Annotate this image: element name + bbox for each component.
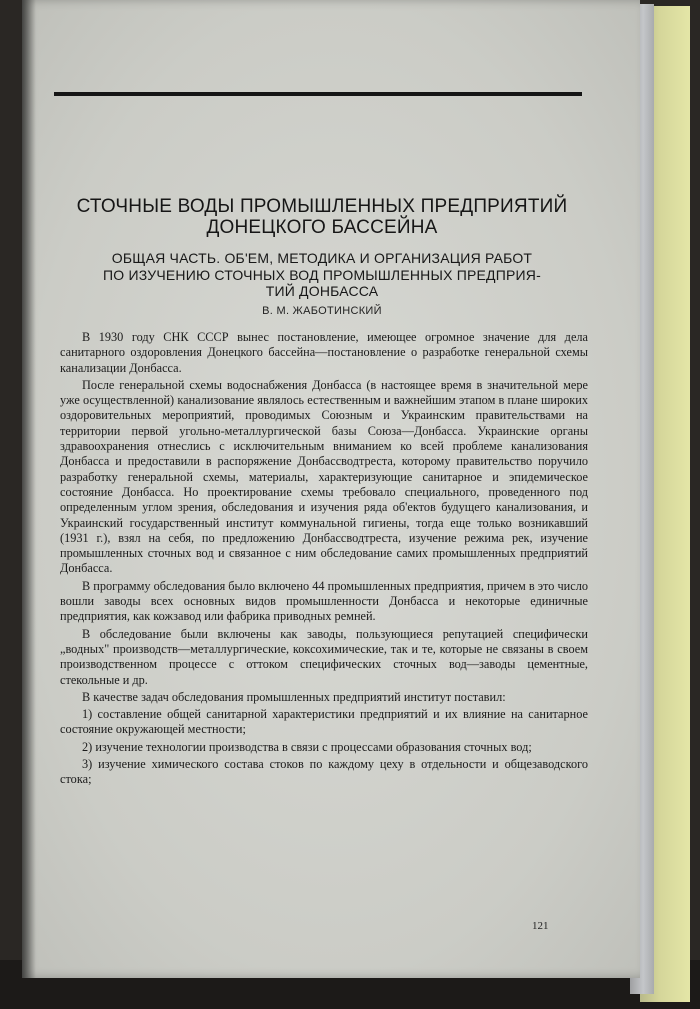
article-subtitle-line-2: ПО ИЗУЧЕНИЮ СТОЧНЫХ ВОД ПРОМЫШЛЕННЫХ ПРЕДПРИЯ- [103,267,541,283]
paragraph: В качестве задач обследования промышленных предприятий институт поставил: [82,689,506,704]
author-name: В. М. ЖАБОТИНСКИЙ [262,305,382,317]
spine-shadow [22,0,36,978]
list-item: 1) составление общей санитарной характеристики предприятий и их влияние на санитарное состояние окружающей местности; [60,707,588,737]
paragraph: В 1930 году СНК СССР вынес постановление, имеющее огромное значение для дела санитарного оздоровления Донецкого бассейна—постановление о разработке генеральной схемы канализации Донбасса. [60,330,588,375]
article-subtitle-line-1: ОБЩАЯ ЧАСТЬ. ОБ'ЕМ, МЕТОДИКА И ОРГАНИЗАЦИЯ РАБОТ [111,250,533,266]
book-page [22,0,640,978]
article-title-line-2: ДОНЕЦКОГО БАССЕЙНА [206,217,438,238]
header-rule [54,92,582,96]
list-item: 2) изучение технологии производства в связи с процессами образования сточных вод; [82,739,532,754]
list-item: 3) изучение химического состава стоков по каждому цеху в отдельности и общезаводского стока; [60,757,588,787]
paragraph: После генеральной схемы водоснабжения Донбасса (в настоящее время в значительной мере уже осуществленной) канализование являлось естественным и важнейшим этапом в плане широких оздоровительных мероприятий, проводимых Союзным и Украинским правительствами на территории первой угольно-металлургической базы Союза—Донбасса. Украинские органы здравоохранения отнеслись с исключительным вниманием ко всей проблеме канализования Донбасса и предоставили в распоряжение Донбассводтреста, которому правительство поручило разработку генеральной схемы, материалы, характеризующие санитарное и эпидемическое состояние Донбасса. Но проектирование схемы требовало специального, проведенного под определенным углом зрения, обследования и изучения ряда об'ектов будущего канализования, и Украинский государственный институт коммунальной гигиены, тогда еще только возникавший (1931 г.), взял на себя, по предложению Донбассводтреста, изучение режима рек, изучение промышленных сточных вод и связанное с ним обследование самих промышленных предприятий Донбасса. [60,377,588,576]
page-number: 121 [532,920,549,932]
paragraph: В программу обследования было включено 44 промышленных предприятия, причем в это число вошли заводы всех основных видов промышленности Донбасса и некоторые единичные предприятия, как кожзавод или фабрика приводных ремней. [60,578,588,624]
article-title-line-1: СТОЧНЫЕ ВОДЫ ПРОМЫШЛЕННЫХ ПРЕДПРИЯТИЙ [76,196,568,217]
paragraph: В обследование были включены как заводы, пользующиеся репутацией специфически „водных" производств—металлургические, коксохимические, так и те, которые не связаны в своем производственном процессе с оттоком специфических сточных вод—заводы цементные, стекольные и др. [60,626,588,687]
article-subtitle-line-3: ТИЙ ДОНБАССА [265,283,379,299]
article-body [60,330,588,790]
